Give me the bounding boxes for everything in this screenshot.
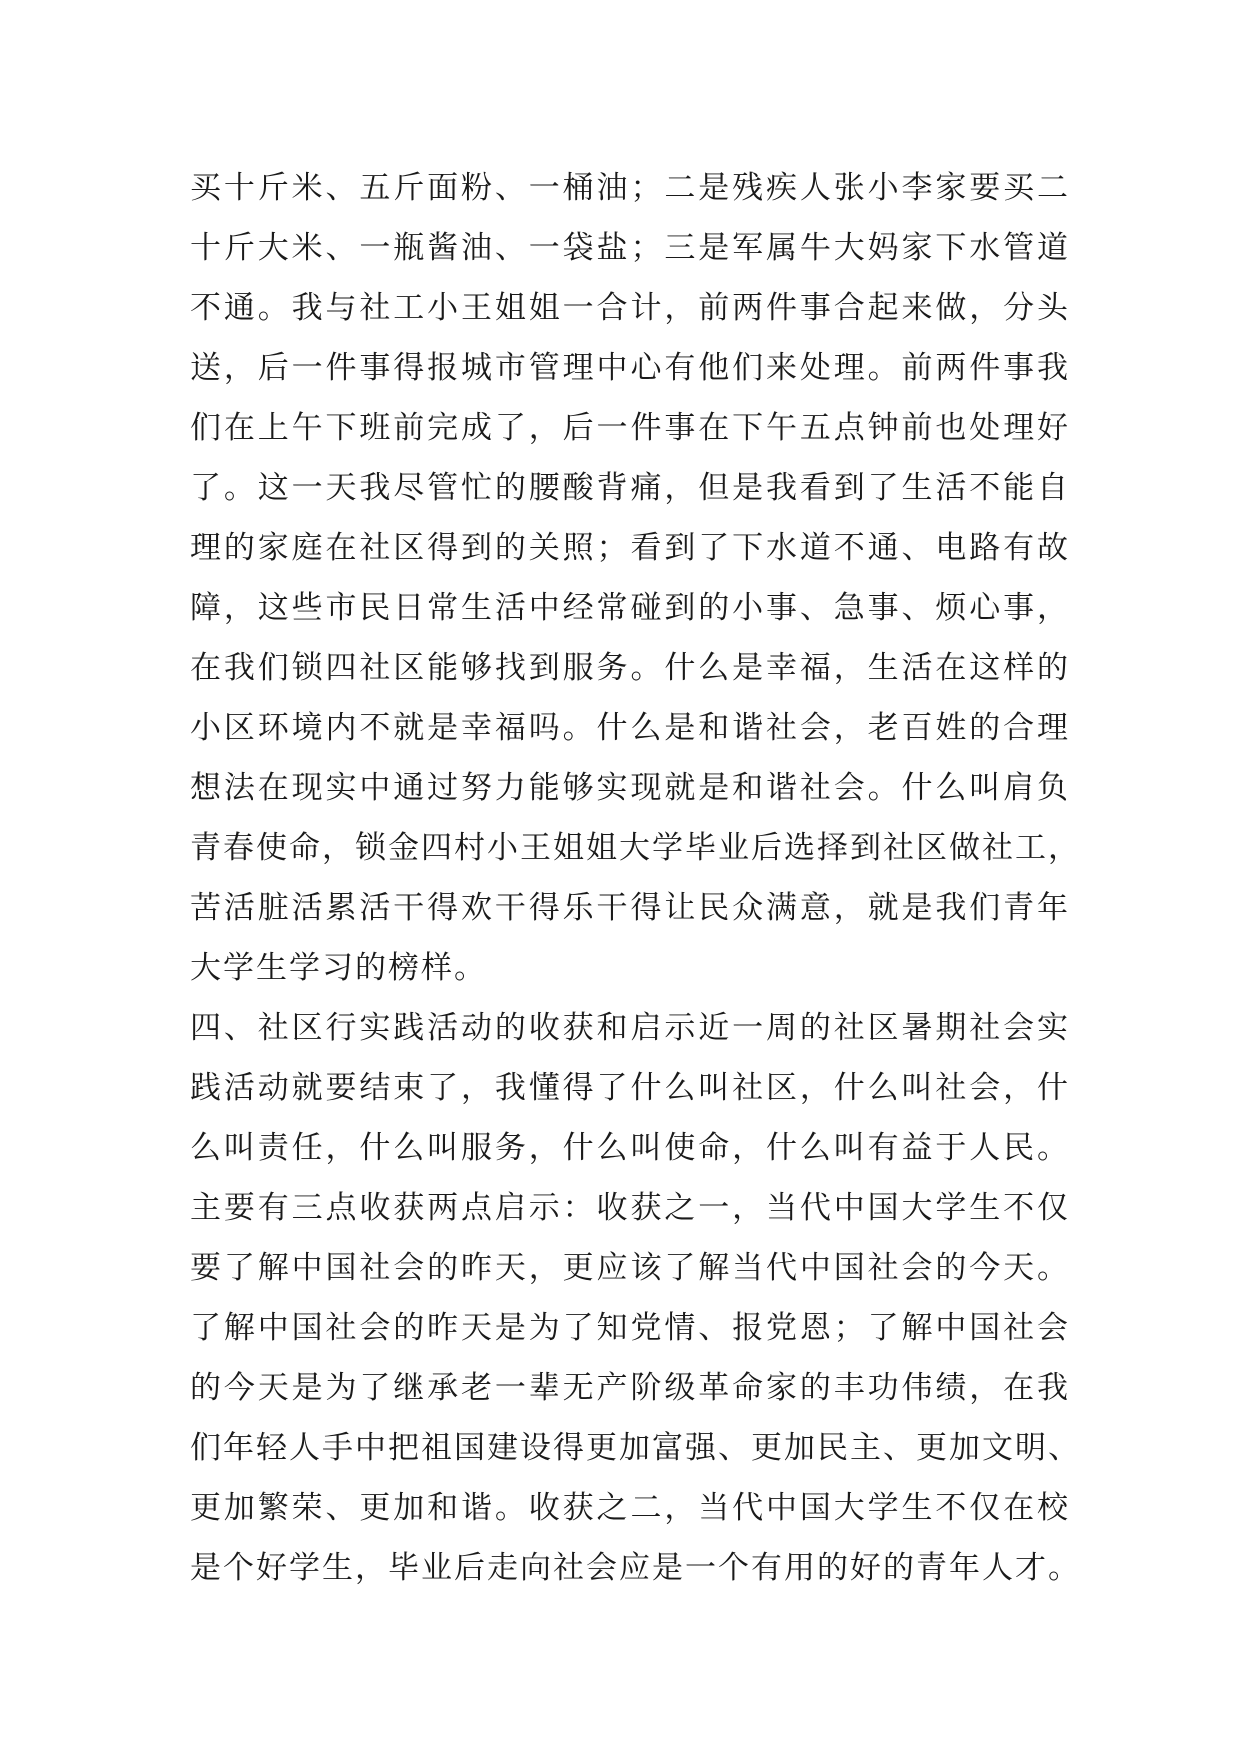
text-line: 大学生学习的榜样。 bbox=[190, 950, 487, 986]
text-line: 十斤大米、一瓶酱油、一袋盐；三是军属牛大妈家下水管道 bbox=[190, 230, 1070, 266]
text-line: 了。这一天我尽管忙的腰酸背痛，但是我看到了生活不能自 bbox=[190, 470, 1070, 506]
text-line: 不通。我与社工小王姐姐一合计，前两件事合起来做，分头 bbox=[190, 290, 1070, 326]
text-line: 送，后一件事得报城市管理中心有他们来处理。前两件事我 bbox=[190, 350, 1070, 386]
text-line: 践活动就要结束了，我懂得了什么叫社区，什么叫社会，什 bbox=[190, 1070, 1070, 1106]
text-line: 苦活脏活累活干得欢干得乐干得让民众满意，就是我们青年 bbox=[190, 890, 1070, 926]
text-line: 买十斤米、五斤面粉、一桶油；二是残疾人张小李家要买二 bbox=[190, 170, 1070, 206]
text-line: 们在上午下班前完成了，后一件事在下午五点钟前也处理好 bbox=[190, 410, 1070, 446]
text-line: 想法在现实中通过努力能够实现就是和谐社会。什么叫肩负 bbox=[190, 770, 1070, 806]
text-line: 么叫责任，什么叫服务，什么叫使命，什么叫有益于人民。 bbox=[190, 1130, 1070, 1166]
text-line: 了解中国社会的昨天是为了知党情、报党恩；了解中国社会 bbox=[190, 1310, 1070, 1346]
text-line: 小区环境内不就是幸福吗。什么是和谐社会，老百姓的合理 bbox=[190, 710, 1070, 746]
text-line: 的今天是为了继承老一辈无产阶级革命家的丰功伟绩，在我 bbox=[190, 1370, 1070, 1406]
text-line: 们年轻人手中把祖国建设得更加富强、更加民主、更加文明、 bbox=[190, 1430, 1081, 1466]
text-line: 障，这些市民日常生活中经常碰到的小事、急事、烦心事， bbox=[190, 590, 1070, 626]
text-line: 在我们锁四社区能够找到服务。什么是幸福，生活在这样的 bbox=[190, 650, 1070, 686]
document-body bbox=[190, 158, 1081, 1598]
text-line: 更加繁荣、更加和谐。收获之二，当代中国大学生不仅在校 bbox=[190, 1490, 1070, 1526]
text-line: 四、社区行实践活动的收获和启示近一周的社区暑期社会实 bbox=[190, 1010, 1070, 1046]
text-line: 是个好学生，毕业后走向社会应是一个有用的好的青年人才。 bbox=[190, 1550, 1081, 1586]
text-line: 要了解中国社会的昨天，更应该了解当代中国社会的今天。 bbox=[190, 1250, 1070, 1286]
text-line: 青春使命，锁金四村小王姐姐大学毕业后选择到社区做社工， bbox=[190, 830, 1081, 866]
text-line: 主要有三点收获两点启示：收获之一，当代中国大学生不仅 bbox=[190, 1190, 1070, 1226]
text-line: 理的家庭在社区得到的关照；看到了下水道不通、电路有故 bbox=[190, 530, 1070, 566]
